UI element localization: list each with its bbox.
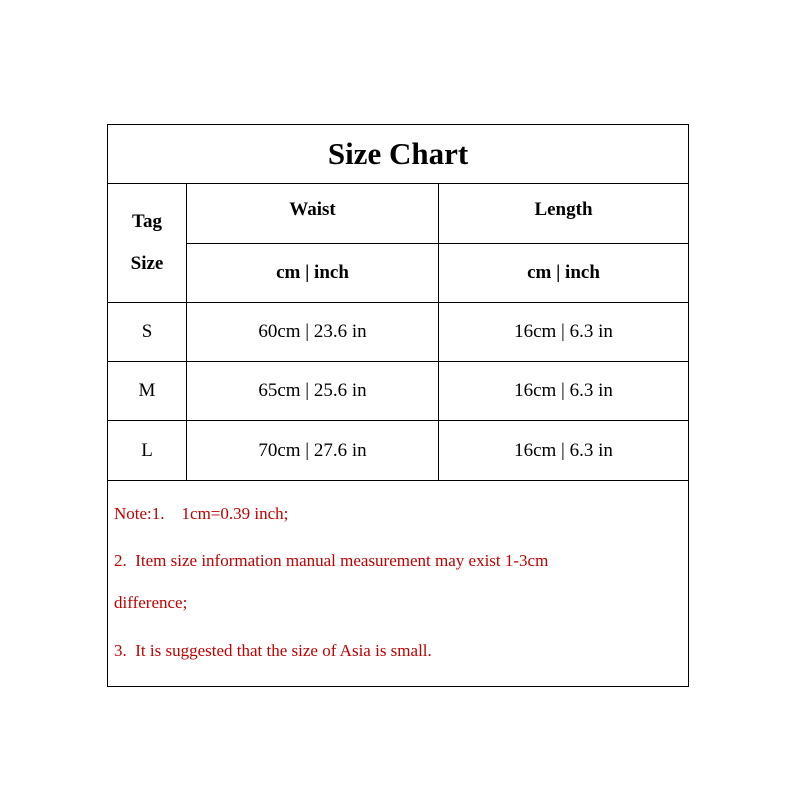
length-cell: 16cm | 6.3 in [514,439,613,461]
waist-cell: 65cm | 25.6 in [258,380,367,401]
notes-section [108,481,688,686]
waist-header: Waist [289,198,336,220]
waist-unit-header: cm | inch [276,262,349,283]
length-cell: 16cm | 6.3 in [514,380,613,401]
size-cell: S [141,321,153,342]
size-cell: L [141,439,153,461]
tag-size-line2: Size [130,253,164,274]
length-unit-header: cm | inch [527,262,600,283]
note-line: 2. Item size information manual measurement may exist 1-3cm [114,551,549,570]
note-line: difference; [114,593,188,612]
waist-cell: 70cm | 27.6 in [258,439,367,461]
chart-title: Size Chart [108,125,688,184]
tag-size-line1: Tag [132,211,162,232]
tag-size-header [108,184,186,302]
size-chart-table [107,124,689,687]
waist-cell: 60cm | 23.6 in [258,321,367,342]
note-line: 3. It is suggested that the size of Asia is small. [114,641,432,660]
note-line: Note:1. 1cm=0.39 inch; [114,504,289,523]
length-header: Length [534,198,593,220]
size-cell: M [138,380,156,401]
length-cell: 16cm | 6.3 in [514,321,613,342]
